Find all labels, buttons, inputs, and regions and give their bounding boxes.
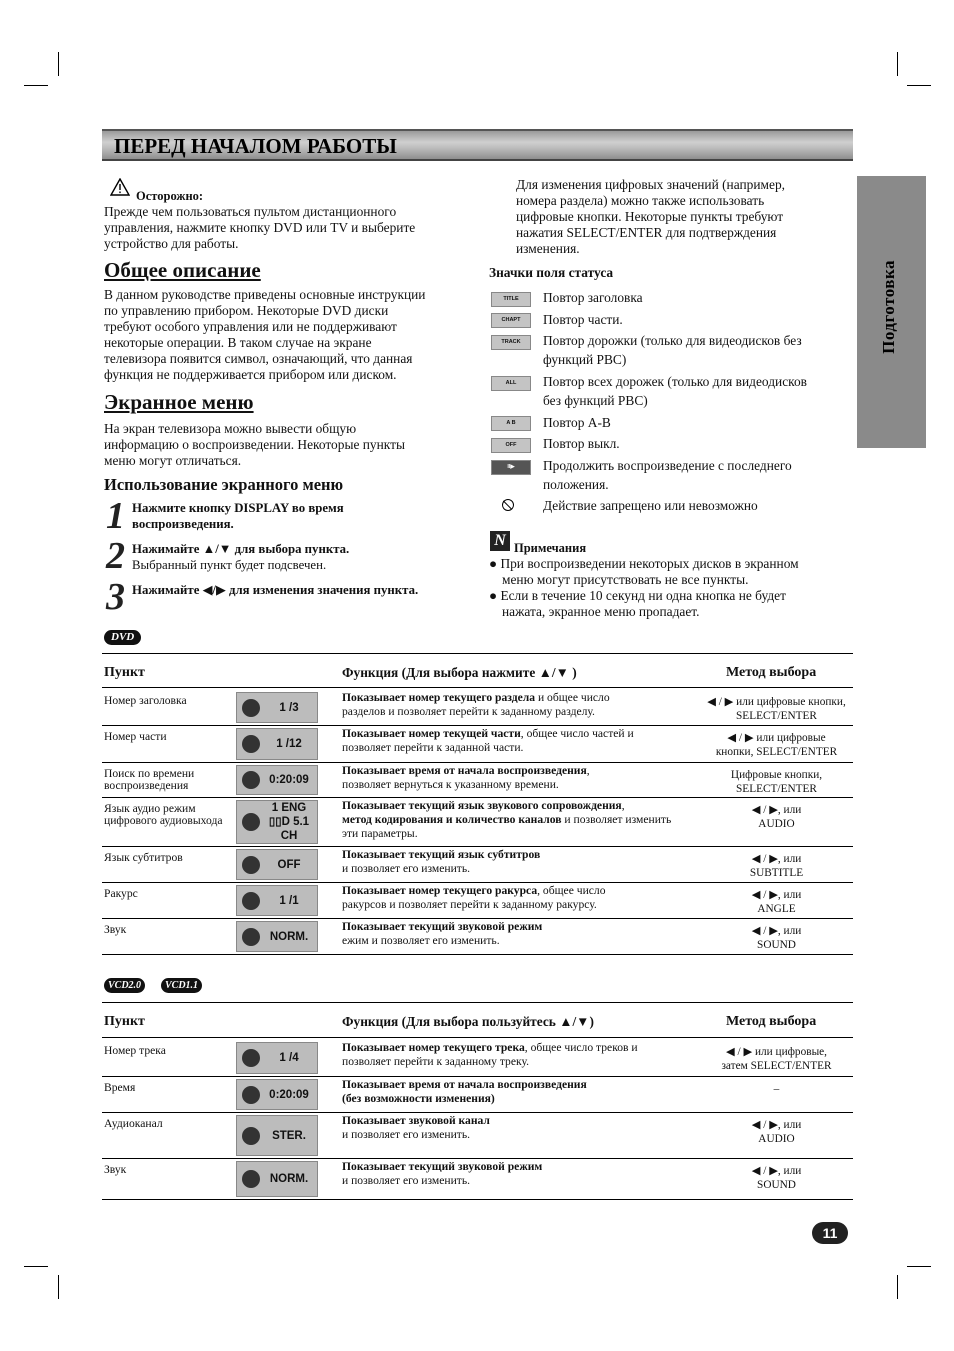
row-function: Показывает номер текущего ракурса, общее число ракурсов и позволяет перейти к заданному ракурсу. [342,884,606,911]
resume-icon: II▶ [491,460,531,475]
row-item-name: Аудиоканал [104,1117,163,1130]
row-item-name: Звук [104,923,127,936]
row-method: – [773,1083,780,1095]
osd-display-box [236,885,318,916]
row-method: ◀ / ▶, или SOUND [751,925,802,951]
col-header: Метод выбора [726,1014,817,1029]
warning-icon [110,178,130,196]
osd-text: На экран телевизора можно вывести общую информацию о воспроизведении. Некоторые пункты меню могут отличаться. [104,421,405,468]
step-1-text: Нажмите кнопку DISPLAY во время воспроизведения. [132,501,344,531]
osd-display-box [236,1079,318,1110]
status-item: Повтор дорожки (только для видеодисков без функций PBC) [543,333,802,367]
side-tab [857,176,926,448]
col-header: Функция (Для выбора нажмите ▲/▼ ) [342,665,577,680]
status-item: Повтор заголовка [543,290,643,305]
osd-item-value: 1 /4 [279,1052,299,1064]
row-item-name: Время [104,1081,136,1094]
osd-item-icon [242,1127,260,1145]
repeat-off-icon: OFF [491,438,531,453]
section-header-bar [102,129,853,161]
repeat-ab-icon: A B [491,416,531,431]
row-item-name: Звук [104,1163,127,1176]
step-3-text: Нажимайте ◀/▶ для изменения значения пункта. [132,583,419,597]
row-function: Показывает текущий язык звукового сопровождения, метод кодирования и количество каналов и позволяет изменить эти параметры. [342,799,672,840]
crop-mark [58,52,59,76]
row-method: ◀ / ▶, или AUDIO [751,1119,802,1145]
dvd-badge: DVD [104,630,141,645]
crop-mark [24,1266,48,1267]
general-text: В данном руководстве приведены основные инструкции по управлению прибором. Некоторые DVD диски требуют особого управления или не поддерживают некоторые операции. В таком случае на экране телевизора появится символ, означающий, что данная функция не поддерживается прибором или диском. [104,287,426,382]
osd-display-box [236,692,318,723]
osd-item-value: 0:20:09 [269,774,309,786]
page-title: ПЕРЕД НАЧАЛОМ РАБОТЫ [114,134,397,158]
row-method: ◀ / ▶, или SUBTITLE [749,853,804,879]
osd-item-value: OFF [277,858,301,871]
row-item-name: Язык субтитров [104,851,183,864]
osd-item-icon [242,771,260,789]
row-function: Показывает текущий язык субтитров и позволяет его изменить. [342,848,541,875]
col-header: Функция (Для выбора пользуйтесь ▲/▼) [342,1014,594,1029]
vcd20-badge: VCD2.0 [104,978,145,993]
row-function: Показывает текущий звуковой режим и позволяет его изменить. [342,1160,543,1187]
crop-mark [897,1275,898,1299]
status-item: Продолжить воспроизведение с последнего положения. [543,458,792,492]
step-2-text: Нажимайте ▲/▼ для выбора пункта. Выбранный пункт будет подсвечен. [132,542,350,572]
row-item-name: Номер части [104,730,167,743]
osd-item-icon [242,1049,260,1067]
caution-title: Осторожно: [136,189,204,203]
osd-item-icon [242,892,260,910]
row-method: ◀ / ▶, или AUDIO [751,804,802,830]
row-item-name: Язык аудио режим цифрового аудиовыхода [104,802,223,827]
caution-text: Прежде чем пользоваться пультом дистанционного управления, нажмите кнопку DVD или TV и выберите устройство для работы. [104,204,416,251]
row-function: Показывает время от начала воспроизведения (без возможности изменения) [342,1078,587,1105]
osd-display-box [236,800,318,844]
status-item: Повтор A-B [543,415,611,430]
crop-mark [24,85,48,86]
step-number: 1 [106,495,125,537]
row-function: Показывает номер текущей части, общее число частей и позволяет перейти к заданной части. [342,727,634,754]
osd-display-box [236,921,318,952]
repeat-chapter-icon: CHAPT [491,313,531,328]
osd-item-value: NORM. [269,930,309,943]
using-osd-heading: Использование экранного меню [104,475,344,494]
page-number: 11 [812,1222,848,1244]
status-icons-heading: Значки поля статуса [489,265,614,280]
note-item: ● При воспроизведении некоторых дисков в экранном меню могут присутствовать не все пункты. ● Если в течение 10 секунд ни одна кнопка не будет нажата, экранное меню пропадает. [489,556,799,619]
row-function: Показывает номер текущего раздела и общее число разделов и позволяет перейти к заданному разделу. [342,691,610,718]
note-icon: N [490,531,510,551]
osd-item-icon [242,928,260,946]
osd-item-icon [242,1170,260,1188]
osd-item-value: 0:20:09 [269,1088,309,1101]
status-item: Повтор всех дорожек (только для видеодисков без функций PBC) [543,374,807,408]
osd-item-icon [242,856,260,874]
general-heading: Общее описание [104,258,261,282]
row-method: ◀ / ▶, или SOUND [751,1165,802,1191]
osd-display-box [236,1042,318,1074]
status-item: Действие запрещено или невозможно [543,498,758,513]
right-intro-text: Для изменения цифровых значений (например, номера раздела) можно также использовать цифровые кнопки. Некоторые пункты требуют нажатия SELECT/ENTER для подтверждения изменения. [516,177,785,256]
col-header: Пункт [104,1014,145,1029]
osd-display-box [236,1161,318,1197]
osd-item-value: 1 ENG ▯▯D 5.1 CH [268,802,310,842]
osd-item-value: 1 /3 [279,701,299,714]
osd-display-box [236,1115,318,1156]
osd-item-icon [242,735,260,753]
osd-item-value: NORM. [269,1173,309,1185]
col-header: Метод выбора [726,665,817,680]
osd-item-value: 1 /1 [279,894,299,907]
row-function: Показывает звуковой канал и позволяет его изменить. [342,1114,490,1141]
osd-display-box [236,728,318,760]
repeat-track-icon: TRACK [491,335,531,350]
notes-title: Примечания [514,541,587,555]
side-tab-label: Подготовка [879,260,898,354]
crop-mark [907,1266,931,1267]
row-item-name: Поиск по времени воспроизведения [104,767,195,792]
row-method: ◀ / ▶ или цифровые, затем SELECT/ENTER [721,1046,832,1072]
crop-mark [907,85,931,86]
osd-heading: Экранное меню [104,390,254,414]
row-method: ◀ / ▶ или цифровые кнопки, SELECT/ENTER [715,732,838,758]
row-method: Цифровые кнопки, SELECT/ENTER [730,769,823,795]
row-function: Показывает номер текущего трека, общее число треков и позволяет перейти к заданному треку. [342,1041,638,1068]
osd-item-icon [242,1086,260,1104]
col-header: Пункт [104,665,145,680]
repeat-all-icon: ALL [491,376,531,391]
row-item-name: Ракурс [104,887,138,900]
osd-item-icon [242,813,260,831]
osd-item-value: STER. [272,1129,306,1142]
row-item-name: Номер трека [104,1044,166,1057]
row-method: ◀ / ▶, или ANGLE [751,889,802,915]
osd-display-box [236,849,318,880]
row-item-name: Номер заголовка [104,694,187,707]
status-item: Повтор части. [543,312,623,327]
osd-item-icon [242,699,260,717]
status-item: Повтор выкл. [543,436,620,451]
row-function: Показывает текущий звуковой режим ежим и позволяет его изменить. [342,920,543,947]
repeat-title-icon: TITLE [491,292,531,307]
osd-display-box [236,765,318,795]
step-number: 3 [106,576,125,618]
crop-mark [897,52,898,76]
row-function: Показывает время от начала воспроизведения, позволяет вернуться к указанному времени. [342,764,590,791]
vcd11-badge: VCD1.1 [161,978,202,993]
step-number: 2 [106,535,125,577]
row-method: ◀ / ▶ или цифровые кнопки, SELECT/ENTER [707,696,846,722]
crop-mark [58,1275,59,1299]
prohibited-icon [502,499,514,511]
osd-item-value: 1 /12 [276,738,302,750]
